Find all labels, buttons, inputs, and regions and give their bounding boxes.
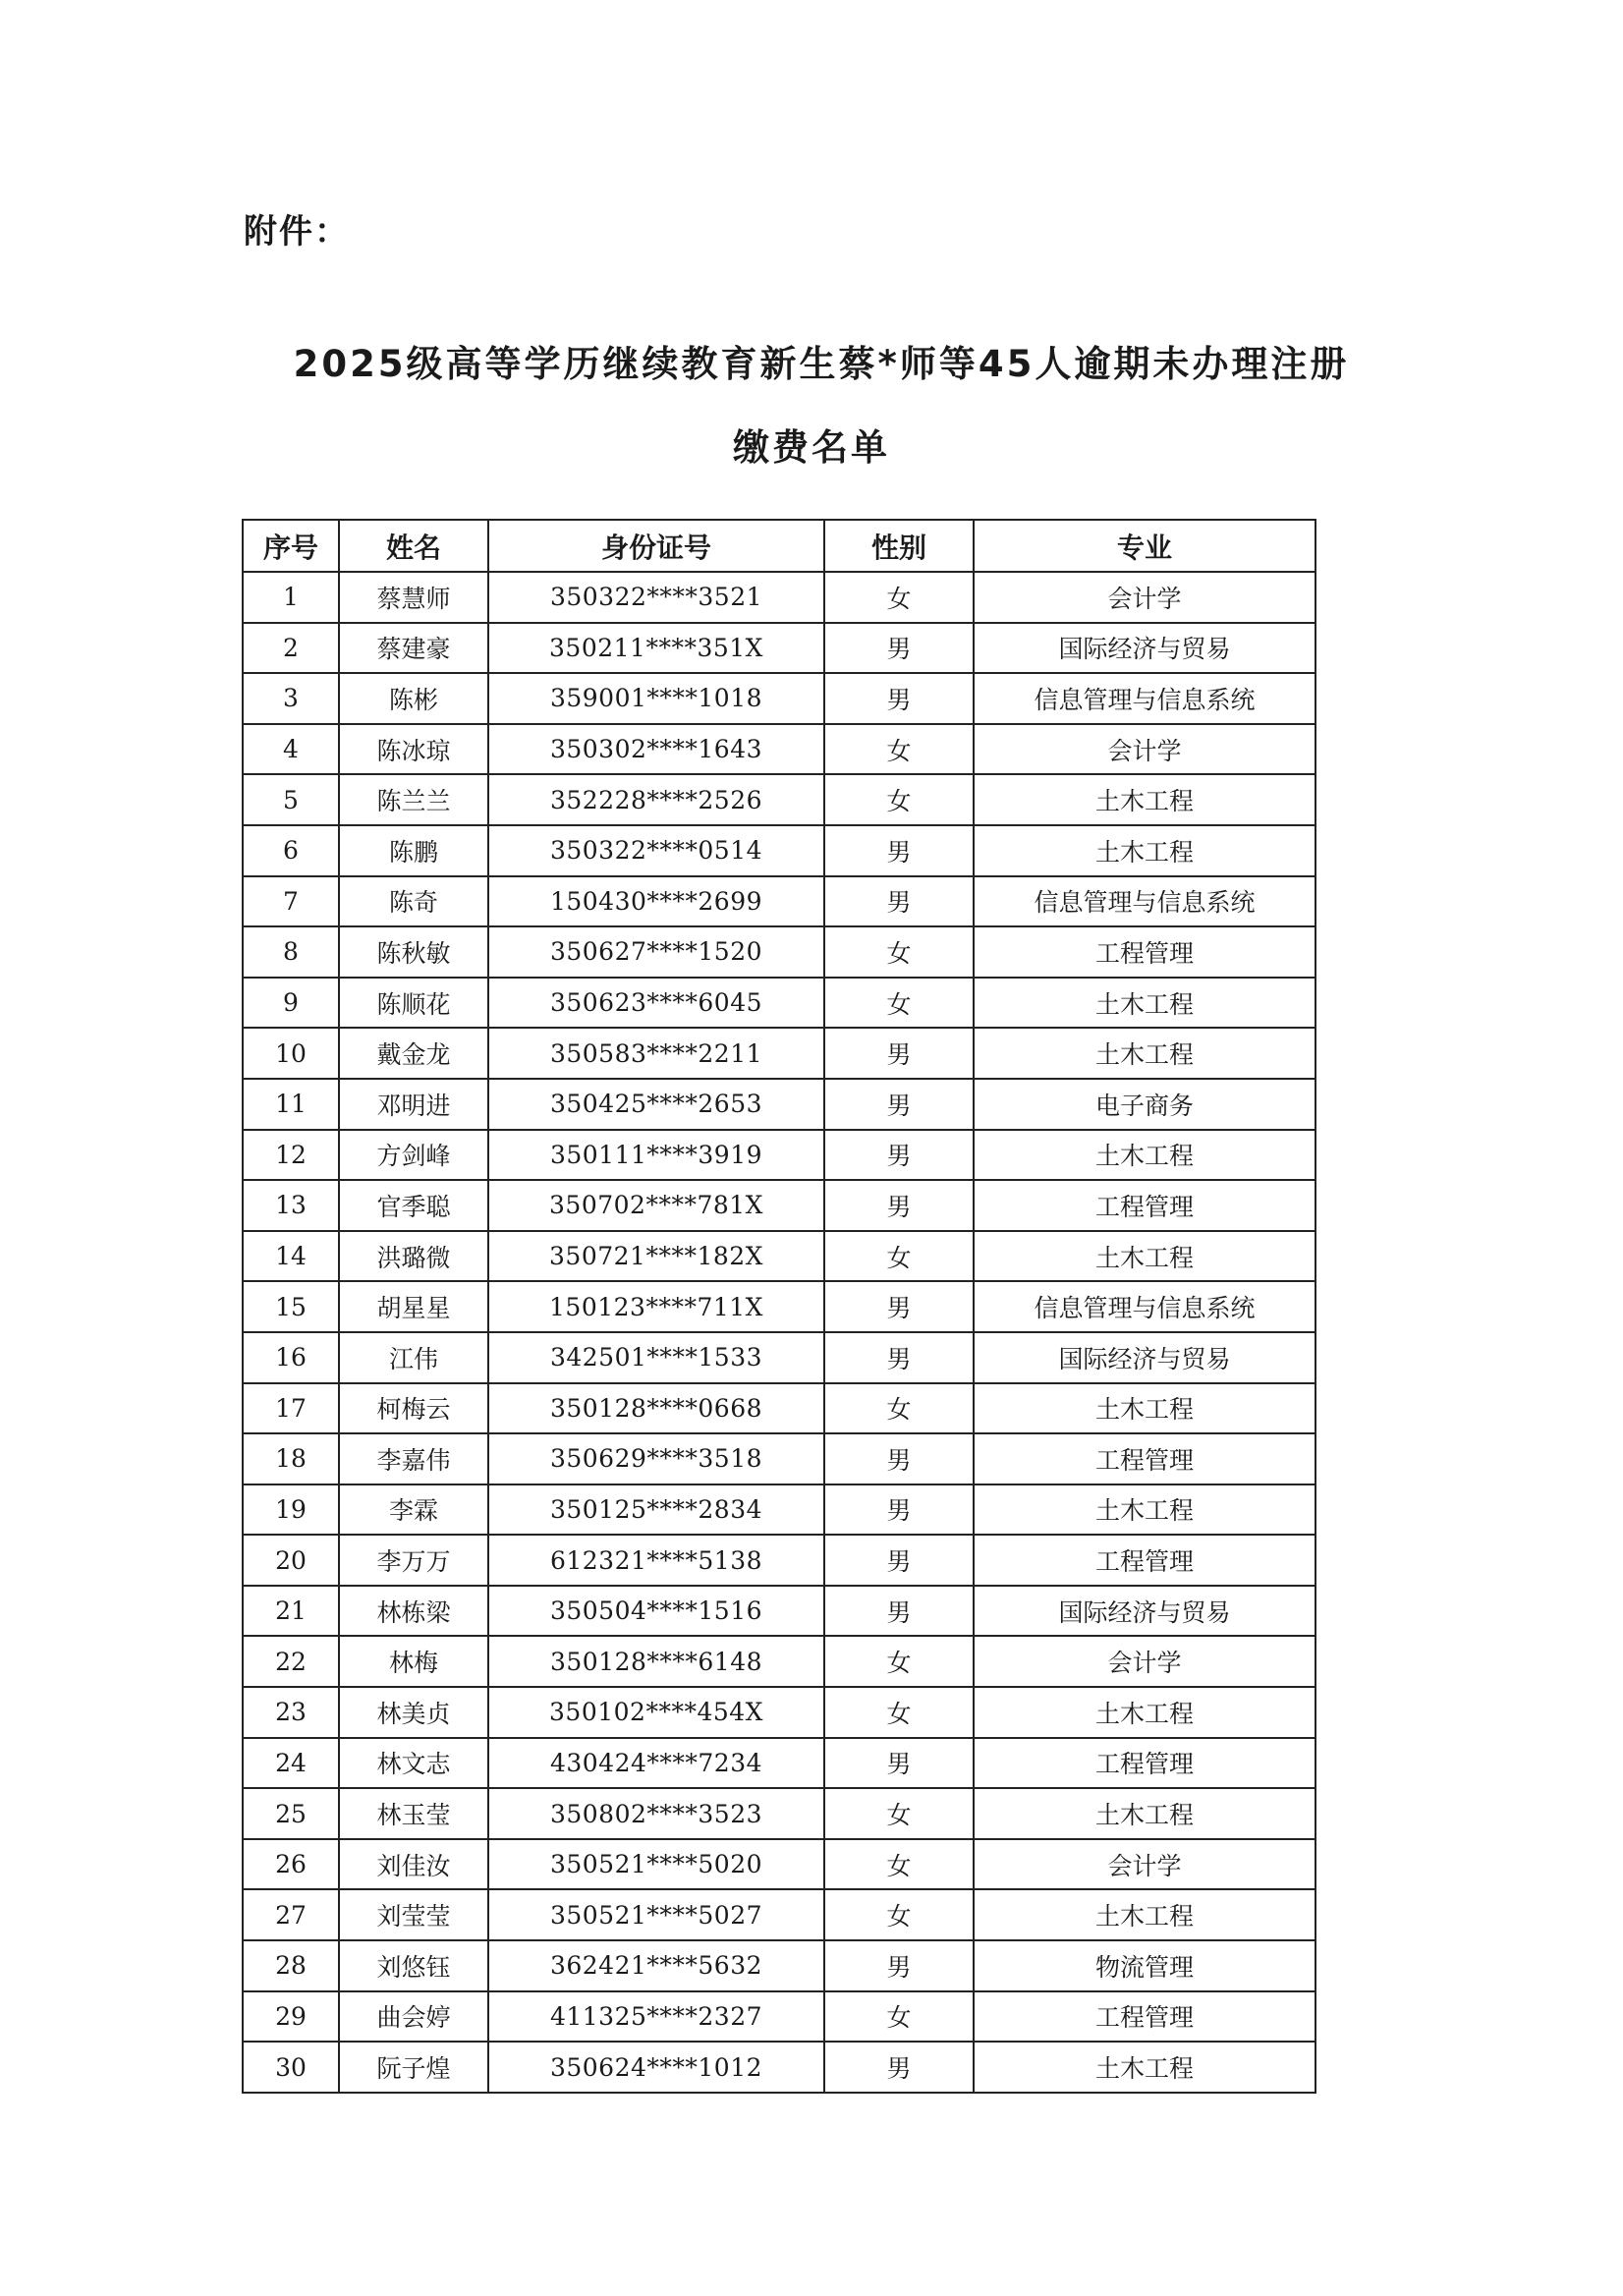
table-row [243,1940,1315,1991]
cell-id-number: 350623****6045 [488,978,824,1029]
cell-gender: 女 [824,724,974,775]
cell-name: 洪璐微 [339,1231,488,1282]
cell-seq: 8 [243,926,339,978]
cell-id-number: 612321****5138 [488,1535,824,1586]
cell-name: 柯梅云 [339,1383,488,1434]
table-row [243,1889,1315,1940]
cell-major: 土木工程 [974,1130,1315,1181]
table-row [243,1079,1315,1130]
table-row [243,724,1315,775]
cell-gender: 女 [824,1889,974,1940]
cell-name: 刘莹莹 [339,1889,488,1940]
cell-id-number: 350211****351X [488,623,824,674]
cell-id-number: 350521****5027 [488,1889,824,1940]
cell-major: 工程管理 [974,1738,1315,1789]
table-row [243,876,1315,927]
cell-name: 陈秋敏 [339,926,488,978]
cell-seq: 7 [243,876,339,927]
header-name: 姓名 [339,520,488,572]
cell-id-number: 350128****6148 [488,1636,824,1687]
cell-name: 林玉莹 [339,1788,488,1839]
cell-major: 土木工程 [974,1687,1315,1738]
table-body [243,572,1315,2093]
cell-gender: 男 [824,1484,974,1536]
table-row [243,1738,1315,1789]
table-row [243,1281,1315,1332]
cell-seq: 1 [243,572,339,623]
cell-seq: 14 [243,1231,339,1282]
cell-name: 陈兰兰 [339,774,488,825]
cell-major: 土木工程 [974,1484,1315,1536]
cell-major: 信息管理与信息系统 [974,1281,1315,1332]
cell-id-number: 359001****1018 [488,673,824,724]
cell-id-number: 350102****454X [488,1687,824,1738]
cell-id-number: 350425****2653 [488,1079,824,1130]
cell-major: 土木工程 [974,1788,1315,1839]
cell-seq: 17 [243,1383,339,1434]
cell-major: 信息管理与信息系统 [974,876,1315,927]
cell-name: 戴金龙 [339,1028,488,1079]
table-row [243,1586,1315,1637]
table-row [243,572,1315,623]
cell-name: 刘悠钰 [339,1940,488,1991]
table-row [243,623,1315,674]
cell-seq: 15 [243,1281,339,1332]
header-id-number: 身份证号 [488,520,824,572]
table-row [243,1383,1315,1434]
header-major: 专业 [974,520,1315,572]
cell-seq: 19 [243,1484,339,1536]
cell-id-number: 350322****0514 [488,825,824,876]
cell-gender: 男 [824,1130,974,1181]
table-row [243,1180,1315,1231]
cell-seq: 30 [243,2042,339,2093]
cell-major: 土木工程 [974,2042,1315,2093]
cell-seq: 16 [243,1332,339,1383]
cell-id-number: 350624****1012 [488,2042,824,2093]
table-row [243,1231,1315,1282]
cell-gender: 女 [824,1383,974,1434]
cell-id-number: 350702****781X [488,1180,824,1231]
cell-name: 刘佳汝 [339,1839,488,1890]
cell-id-number: 150123****711X [488,1281,824,1332]
cell-id-number: 350583****2211 [488,1028,824,1079]
cell-name: 方剑峰 [339,1130,488,1181]
cell-seq: 5 [243,774,339,825]
cell-seq: 10 [243,1028,339,1079]
table-row [243,1839,1315,1890]
cell-major: 工程管理 [974,1180,1315,1231]
cell-major: 会计学 [974,572,1315,623]
cell-gender: 女 [824,978,974,1029]
cell-seq: 9 [243,978,339,1029]
cell-seq: 20 [243,1535,339,1586]
cell-id-number: 350322****3521 [488,572,824,623]
cell-name: 蔡慧师 [339,572,488,623]
cell-gender: 女 [824,926,974,978]
cell-gender: 男 [824,1079,974,1130]
table-row [243,1535,1315,1586]
cell-seq: 13 [243,1180,339,1231]
cell-gender: 女 [824,1788,974,1839]
cell-id-number: 350627****1520 [488,926,824,978]
cell-seq: 2 [243,623,339,674]
cell-name: 胡星星 [339,1281,488,1332]
cell-name: 曲会婷 [339,1991,488,2043]
cell-gender: 男 [824,1433,974,1484]
cell-gender: 女 [824,1231,974,1282]
document-title-line-2: 缴费名单 [733,426,890,469]
cell-major: 土木工程 [974,774,1315,825]
cell-major: 工程管理 [974,1535,1315,1586]
cell-major: 土木工程 [974,825,1315,876]
cell-id-number: 350125****2834 [488,1484,824,1536]
cell-major: 国际经济与贸易 [974,1586,1315,1637]
cell-major: 国际经济与贸易 [974,623,1315,674]
cell-name: 蔡建豪 [339,623,488,674]
cell-major: 国际经济与贸易 [974,1332,1315,1383]
cell-major: 会计学 [974,1839,1315,1890]
cell-gender: 男 [824,1535,974,1586]
student-roster-table [242,519,1316,2094]
cell-major: 电子商务 [974,1079,1315,1130]
table-row [243,673,1315,724]
cell-seq: 6 [243,825,339,876]
cell-major: 土木工程 [974,1889,1315,1940]
cell-id-number: 350128****0668 [488,1383,824,1434]
cell-gender: 男 [824,1586,974,1637]
cell-seq: 21 [243,1586,339,1637]
table-row [243,1788,1315,1839]
cell-name: 陈彬 [339,673,488,724]
cell-id-number: 411325****2327 [488,1991,824,2043]
cell-name: 陈顺花 [339,978,488,1029]
cell-name: 李万万 [339,1535,488,1586]
cell-seq: 18 [243,1433,339,1484]
header-gender: 性别 [824,520,974,572]
cell-gender: 男 [824,876,974,927]
table-row [243,1687,1315,1738]
cell-id-number: 350302****1643 [488,724,824,775]
table-row [243,1991,1315,2043]
attachment-label: 附件： [244,212,350,252]
table-row [243,774,1315,825]
cell-major: 物流管理 [974,1940,1315,1991]
cell-gender: 男 [824,623,974,674]
cell-gender: 女 [824,1991,974,2043]
cell-major: 土木工程 [974,978,1315,1029]
cell-major: 会计学 [974,1636,1315,1687]
table-row [243,1130,1315,1181]
header-seq: 序号 [243,520,339,572]
cell-id-number: 350521****5020 [488,1839,824,1890]
cell-seq: 23 [243,1687,339,1738]
cell-seq: 22 [243,1636,339,1687]
cell-id-number: 342501****1533 [488,1332,824,1383]
cell-seq: 11 [243,1079,339,1130]
cell-gender: 女 [824,572,974,623]
cell-seq: 3 [243,673,339,724]
document-title-line-1: 2025级高等学历继续教育新生蔡*师等45人逾期未办理注册 [293,343,1350,385]
table-row [243,1484,1315,1536]
cell-gender: 男 [824,2042,974,2093]
cell-id-number: 350802****3523 [488,1788,824,1839]
cell-id-number: 350504****1516 [488,1586,824,1637]
cell-name: 江伟 [339,1332,488,1383]
cell-major: 土木工程 [974,1231,1315,1282]
table-row [243,2042,1315,2093]
cell-name: 陈冰琼 [339,724,488,775]
cell-name: 阮子煌 [339,2042,488,2093]
table-header-row [243,520,1315,572]
cell-seq: 29 [243,1991,339,2043]
table-row [243,1028,1315,1079]
table-row [243,978,1315,1029]
cell-name: 陈鹏 [339,825,488,876]
cell-seq: 25 [243,1788,339,1839]
cell-seq: 24 [243,1738,339,1789]
cell-gender: 女 [824,1636,974,1687]
table-row [243,1332,1315,1383]
cell-major: 会计学 [974,724,1315,775]
cell-gender: 男 [824,1332,974,1383]
cell-gender: 女 [824,1687,974,1738]
cell-gender: 男 [824,673,974,724]
cell-seq: 26 [243,1839,339,1890]
cell-major: 工程管理 [974,1433,1315,1484]
cell-name: 林梅 [339,1636,488,1687]
cell-major: 信息管理与信息系统 [974,673,1315,724]
cell-seq: 27 [243,1889,339,1940]
cell-gender: 男 [824,1738,974,1789]
cell-major: 土木工程 [974,1028,1315,1079]
cell-gender: 男 [824,825,974,876]
cell-id-number: 352228****2526 [488,774,824,825]
cell-name: 李嘉伟 [339,1433,488,1484]
cell-id-number: 350111****3919 [488,1130,824,1181]
cell-id-number: 150430****2699 [488,876,824,927]
cell-id-number: 362421****5632 [488,1940,824,1991]
cell-gender: 女 [824,774,974,825]
cell-gender: 女 [824,1839,974,1890]
cell-name: 陈奇 [339,876,488,927]
cell-id-number: 430424****7234 [488,1738,824,1789]
cell-name: 林栋梁 [339,1586,488,1637]
cell-major: 工程管理 [974,926,1315,978]
cell-gender: 男 [824,1180,974,1231]
cell-gender: 男 [824,1281,974,1332]
cell-seq: 28 [243,1940,339,1991]
cell-major: 工程管理 [974,1991,1315,2043]
cell-id-number: 350721****182X [488,1231,824,1282]
cell-name: 官季聪 [339,1180,488,1231]
cell-id-number: 350629****3518 [488,1433,824,1484]
table-row [243,825,1315,876]
cell-name: 李霖 [339,1484,488,1536]
cell-name: 邓明进 [339,1079,488,1130]
cell-name: 林美贞 [339,1687,488,1738]
cell-gender: 男 [824,1940,974,1991]
table-row [243,1433,1315,1484]
cell-gender: 男 [824,1028,974,1079]
cell-seq: 12 [243,1130,339,1181]
cell-seq: 4 [243,724,339,775]
table-row [243,926,1315,978]
cell-name: 林文志 [339,1738,488,1789]
cell-major: 土木工程 [974,1383,1315,1434]
table-row [243,1636,1315,1687]
